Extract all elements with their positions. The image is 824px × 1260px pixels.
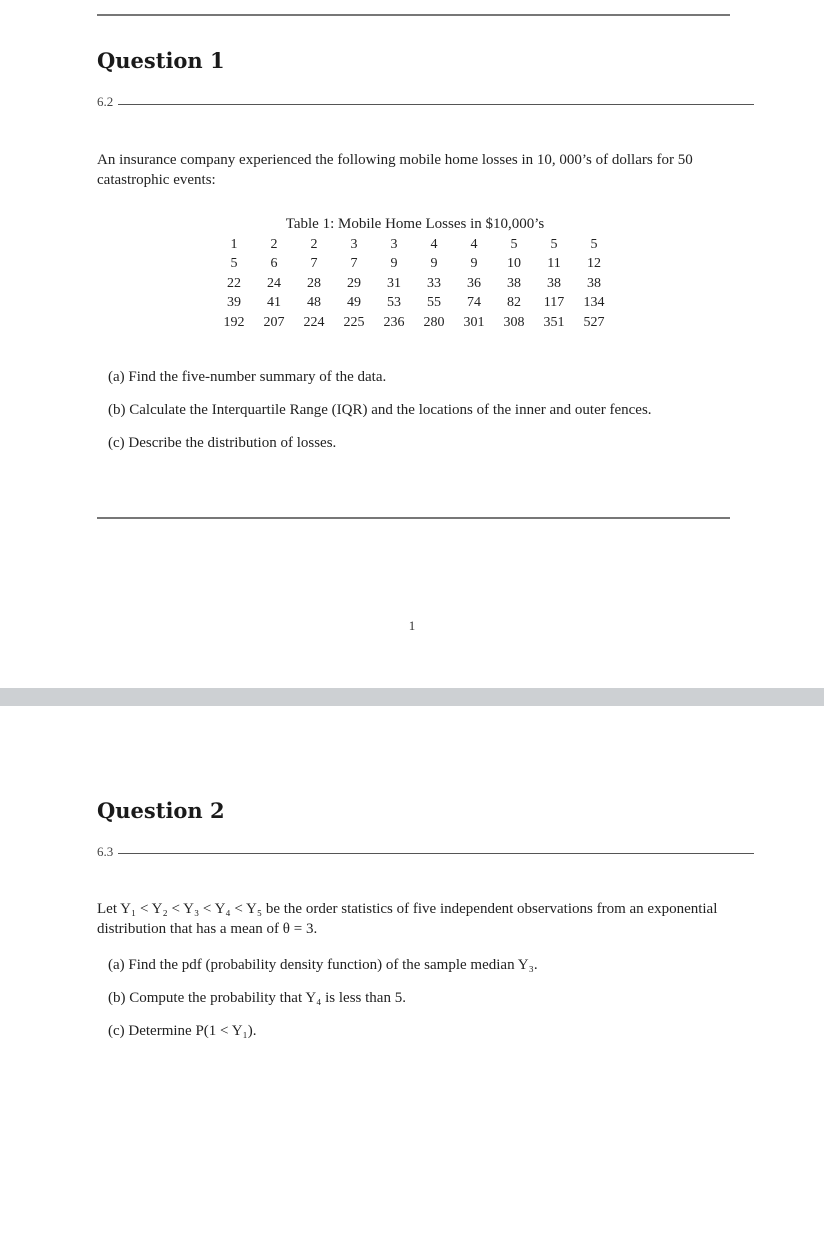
table-cell: 48 [307,295,321,311]
loss-table [214,235,614,333]
question-2-intro: Let Y₁ < Y₂ < Y₃ < Y₄ < Y₅ be the order statistics of five independent observations from an exponential distribution that has a mean of θ = 3. [97,901,718,937]
table-cell: 2 [270,236,278,252]
table-cell: 39 [227,295,241,311]
table-cell: 22 [227,275,241,291]
table-cell: 9 [390,256,398,272]
table-cell: 280 [423,314,445,330]
table-cell: 192 [223,314,245,330]
q2-part-c: (c) Determine P(1 < Y₁). [108,1023,257,1039]
table-cell: 527 [583,314,605,330]
table-cell: 28 [307,275,321,291]
table-cell: 4 [470,236,478,252]
question-2-title: Question 2 [97,798,225,823]
table-cell: 38 [507,275,521,291]
table-cell: 3 [350,236,358,252]
table-cell: 5 [230,256,238,272]
table-cell: 236 [383,314,405,330]
table-cell: 31 [387,275,401,291]
table-cell: 10 [507,256,521,272]
table-cell: 5 [550,236,558,252]
table-row [214,255,614,275]
q1-part-b: (b) Calculate the Interquartile Range (IQR) and the locations of the inner and outer fences. [108,402,652,418]
question-1-section: 6.2 [97,94,114,109]
table-cell: 55 [427,295,441,311]
top-rule [97,14,730,16]
table-cell: 9 [430,256,438,272]
question-2-section: 6.3 [97,844,114,859]
table-cell: 12 [587,256,601,272]
table-cell: 11 [547,256,561,272]
table-cell: 117 [543,295,565,311]
q2-part-b: (b) Compute the probability that Y₄ is less than 5. [108,990,406,1006]
table-cell: 4 [430,236,438,252]
table-cell: 5 [590,236,598,252]
table-cell: 24 [267,275,281,291]
question-1-title: Question 1 [97,48,225,73]
table-cell: 38 [587,275,601,291]
table-cell: 49 [347,295,361,311]
table-cell: 74 [467,295,481,311]
section-rule-2 [118,853,754,854]
table-cell: 29 [347,275,361,291]
table-cell: 3 [390,236,398,252]
table-cell: 225 [343,314,365,330]
table-row [214,294,614,314]
table-cell: 5 [510,236,518,252]
table-row [214,235,614,255]
table-cell: 7 [310,256,318,272]
q2-part-a: (a) Find the pdf (probability density function) of the sample median Y₃. [108,957,538,973]
bottom-rule [97,517,730,519]
table-cell: 36 [467,275,481,291]
table-cell: 53 [387,295,401,311]
table-cell: 82 [507,295,521,311]
table-cell: 7 [350,256,358,272]
table-cell: 301 [463,314,485,330]
table-cell: 224 [303,314,325,330]
table-cell: 207 [263,314,285,330]
page-2 [0,706,824,1260]
table-cell: 6 [270,256,278,272]
table-cell: 308 [503,314,525,330]
table-cell: 134 [583,295,605,311]
table-cell: 2 [310,236,318,252]
table-cell: 33 [427,275,441,291]
section-rule [118,104,754,105]
page-separator [0,688,824,706]
table-cell: 38 [547,275,561,291]
table-row [214,313,614,333]
question-1-intro: An insurance company experienced the following mobile home losses in 10, 000’s of dollars for 50 catastrophic events: [97,152,693,188]
page-number: 1 [408,618,416,633]
q1-part-c: (c) Describe the distribution of losses. [108,435,337,451]
table-caption: Table 1: Mobile Home Losses in $10,000’s [285,216,545,232]
q1-part-a: (a) Find the five-number summary of the data. [108,369,387,385]
table-row [214,274,614,294]
table-cell: 1 [230,236,238,252]
table-cell: 41 [267,295,281,311]
table-cell: 9 [470,256,478,272]
table-cell: 351 [543,314,565,330]
